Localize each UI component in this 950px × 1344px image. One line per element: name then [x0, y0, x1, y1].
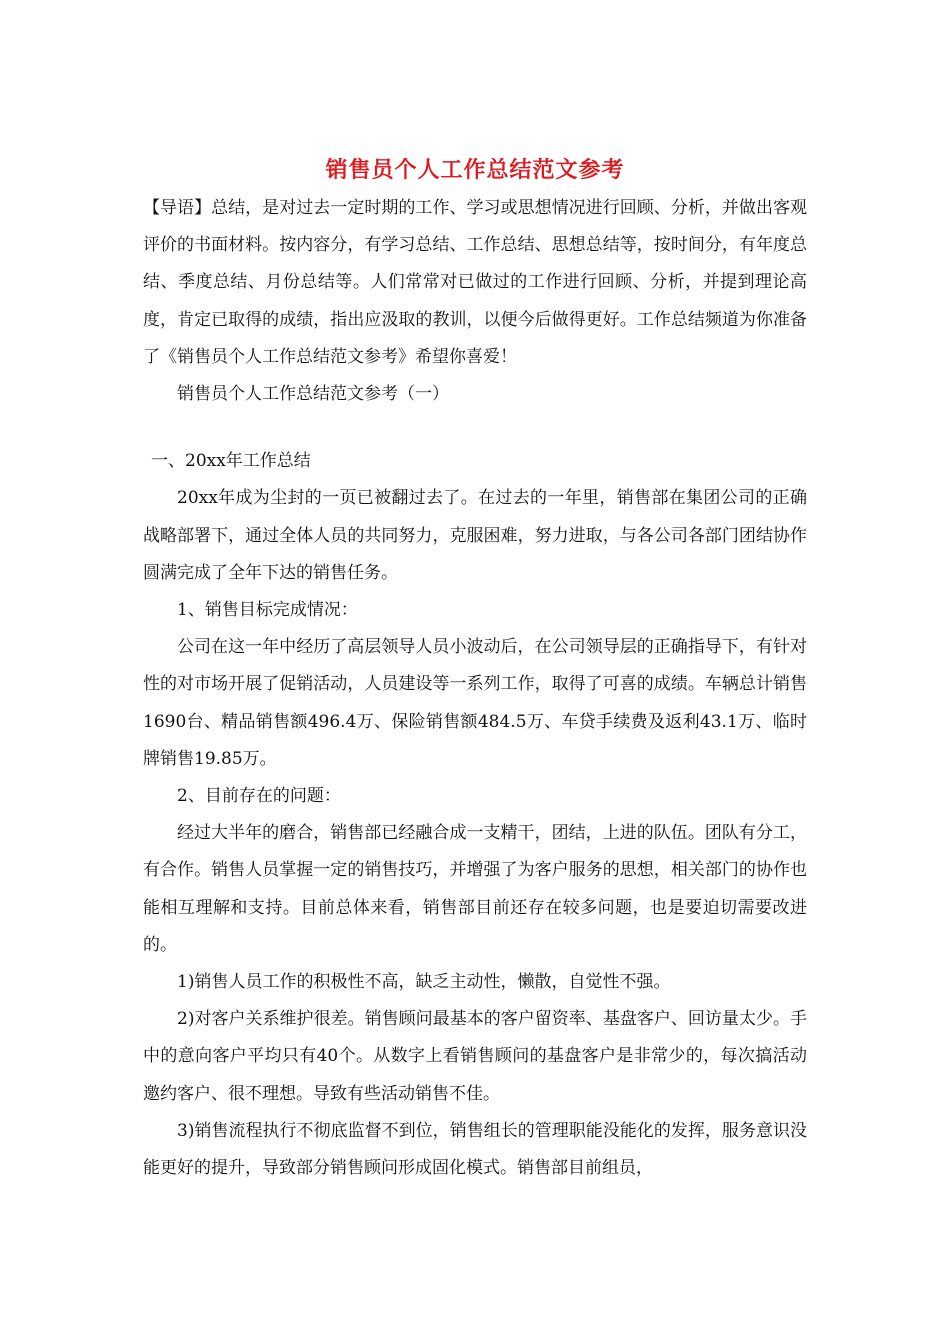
paragraph-problems: 经过大半年的磨合，销售部已经融合成一支精干，团结，上进的队伍。团队有分工，有合作。销售人员掌握一定的销售技巧，并增强了为客户服务的思想，相关部门的协作也能相互理解和支持。目前总体来看，销售部目前还存在较多问题，也是要迫切需要改进的。: [143, 823, 807, 955]
problem-item-2: 2)对客户关系维护很差。销售顾问最基本的客户留资率、基盘客户、回访量太少。手中的意向客户平均只有40个。从数字上看销售顾问的基盘客户是非常少的，每次搞活动邀约客户、很不理想。导致有些活动销售不佳。: [143, 1009, 807, 1104]
section-heading: 一、20xx年工作总结: [151, 451, 311, 472]
paragraph-sales-results: 公司在这一年中经历了高层领导人员小波动后，在公司领导层的正确指导下，有针对性的对市场开展了促销活动，人员建设等一系列工作，取得了可喜的成绩。车辆总计销售1690台、精品销售额496.4万、保险销售额484.5万、车贷手续费及返利43.1万、临时牌销售19.85万。: [143, 637, 807, 769]
problem-item-1: 1)销售人员工作的积极性不高，缺乏主动性，懒散，自觉性不强。: [177, 972, 671, 993]
spacer: [143, 413, 807, 443]
subheading-sales-target: 1、销售目标完成情况：: [177, 600, 358, 621]
subheading-problems: 2、目前存在的问题：: [177, 786, 341, 807]
document-title: 销售员个人工作总结范文参考: [325, 157, 625, 183]
document-page: [143, 150, 807, 1187]
intro-paragraph: 【导语】总结，是对过去一定时期的工作、学习或思想情况进行回顾、分析，并做出客观评价的书面材料。按内容分，有学习总结、工作总结、思想总结等，按时间分，有年度总结、季度总结、月份总结等。人们常常对已做过的工作进行回顾、分析，并提到理论高度，肯定已取得的成绩，指出应汲取的教训，以便今后做得更好。工作总结频道为你准备了《销售员个人工作总结范文参考》希望你喜爱！: [143, 198, 807, 367]
problem-item-3: 3)销售流程执行不彻底监督不到位，销售组长的管理职能没能化的发挥，服务意识没能更好的提升，导致部分销售顾问形成固化模式。销售部目前组员，: [143, 1120, 807, 1179]
article-subtitle: 销售员个人工作总结范文参考（一）: [177, 384, 449, 405]
paragraph-overview: 20xx年成为尘封的一页已被翻过去了。在过去的一年里，销售部在集团公司的正确战略部署下，通过全体人员的共同努力，克服困难，努力进取，与各公司各部门团结协作圆满完成了全年下达的销售任务。: [143, 488, 807, 583]
